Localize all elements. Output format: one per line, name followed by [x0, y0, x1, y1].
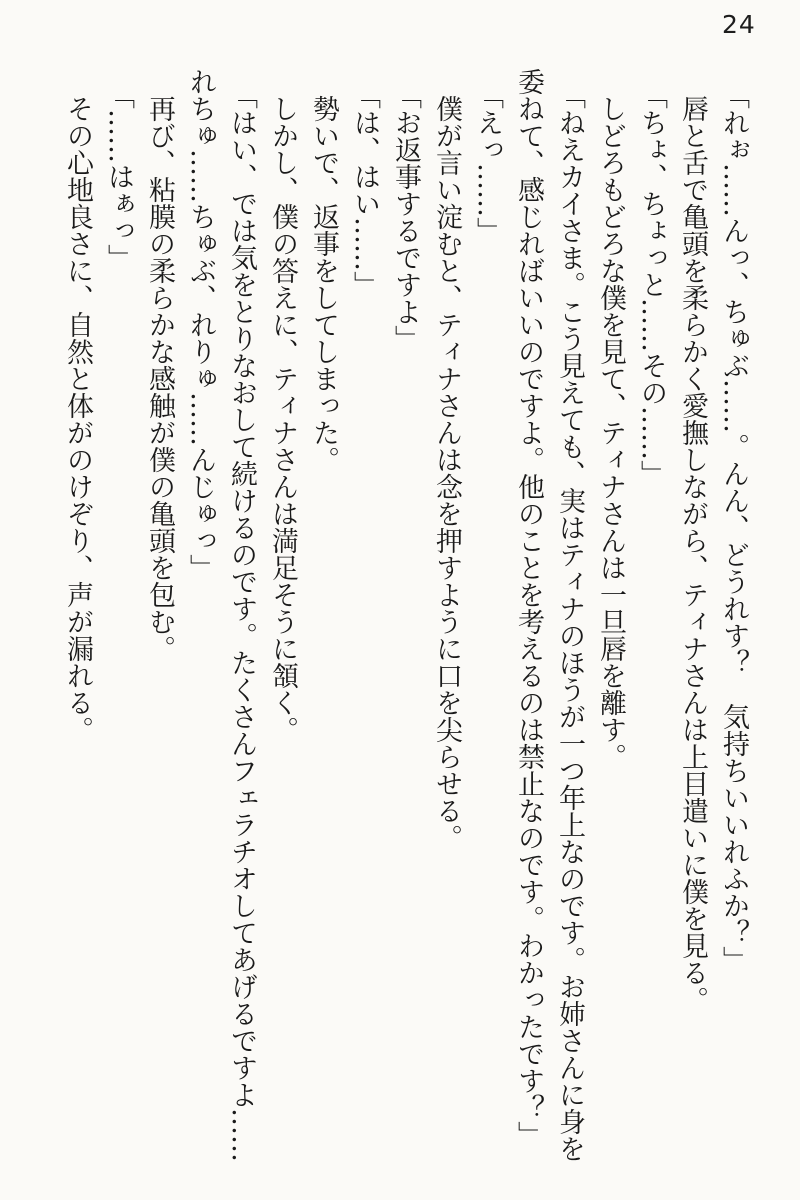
paragraph-narration: 勢いで、返事をしてしまった。 — [308, 95, 339, 473]
paragraph-dialogue: 「ちょ、ちょっと……その……」 — [636, 81, 667, 487]
paragraph-dialogue: 「はい、では気をとりなおして続けるのです。たくさんフェラチオしてあげるですよ……れちゅ……ちゅぶ、れりゅ……んじゅっ」 — [185, 68, 257, 1162]
paragraph-dialogue: 「……はぁっ」 — [103, 81, 134, 271]
paragraph-narration: しどろもどろな僕を見て、ティナさんは一旦唇を離す。 — [595, 95, 626, 770]
paragraph-dialogue: 「えっ……」 — [472, 81, 503, 244]
paragraph-narration: 僕が言い淀むと、ティナさんは念を押すように口を尖らせる。 — [431, 95, 462, 851]
paragraph-narration: その心地良さに、自然と体がのけぞり、声が漏れる。 — [62, 95, 93, 743]
text-area — [46, 68, 754, 1168]
paragraph-narration: 再び、粘膜の柔らかな感触が僕の亀頭を包む。 — [144, 95, 175, 662]
page-number: 24 — [722, 10, 756, 39]
paragraph-narration: 唇と舌で亀頭を柔らかく愛撫しながら、ティナさんは上目遣いに僕を見る。 — [677, 95, 708, 1013]
paragraph-narration: しかし、僕の答えに、ティナさんは満足そうに頷く。 — [267, 95, 298, 743]
paragraph-dialogue: 「れぉ……んっ、ちゅぶ……。んん、どうれす？ 気持ちいいれふか？」 — [718, 81, 749, 973]
paragraph-dialogue: 「ねえカイさま。こう見えても、実はティナのほうが一つ年上なのです。お姉さんに身を委ねて、感じればいいのですよ。他のことを考えるのは禁止なのです。わかったです？」 — [513, 68, 585, 1162]
paragraph-dialogue: 「は、はい……」 — [349, 81, 380, 298]
paragraph-dialogue: 「お返事するですよ」 — [390, 81, 421, 352]
